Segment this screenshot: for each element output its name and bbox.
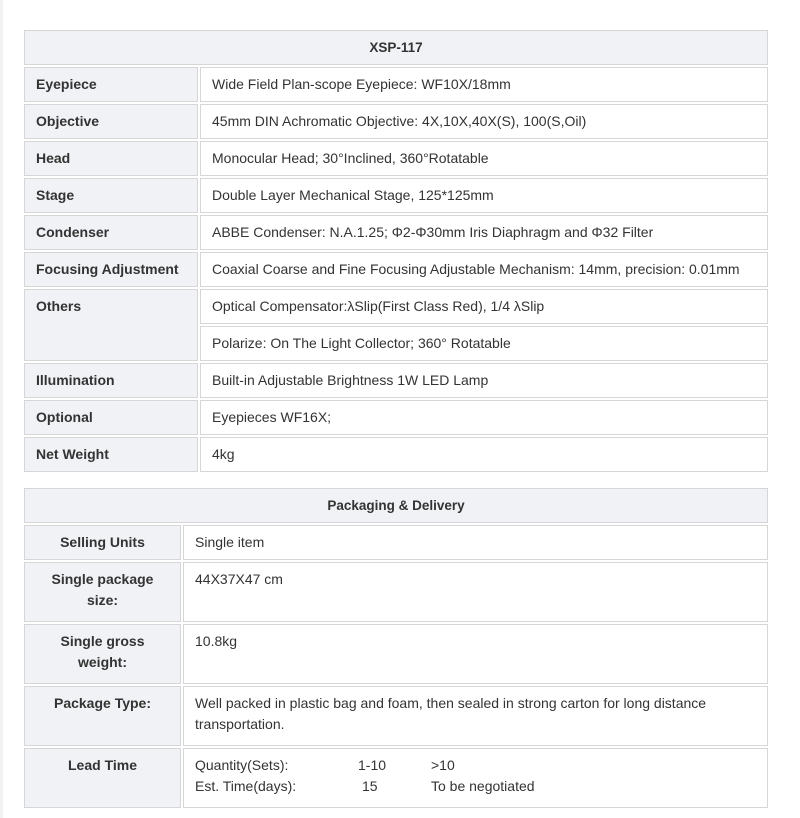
- lead-time-cell: Quantity(Sets):: [195, 757, 289, 773]
- spec-value: Double Layer Mechanical Stage, 125*125mm: [200, 178, 768, 213]
- spec-label: Head: [24, 141, 198, 176]
- spec-table: [22, 28, 770, 474]
- spec-row: [24, 67, 768, 102]
- spec-row: [24, 252, 768, 287]
- packaging-row: [24, 686, 768, 746]
- packaging-row: [24, 624, 768, 684]
- packaging-row: [24, 562, 768, 622]
- spec-value: Polarize: On The Light Collector; 360° Rotatable: [200, 326, 768, 361]
- spec-row-others: [24, 289, 768, 324]
- model-title: XSP-117: [24, 30, 768, 65]
- spec-value: 45mm DIN Achromatic Objective: 4X,10X,40X(S), 100(S,Oil): [200, 104, 768, 139]
- spec-value: 4kg: [200, 437, 768, 472]
- spec-row: [24, 400, 768, 435]
- packaging-row: [24, 525, 768, 560]
- spec-value: Built-in Adjustable Brightness 1W LED Lamp: [200, 363, 768, 398]
- packaging-table: [22, 486, 770, 810]
- packaging-label: Lead Time: [24, 748, 181, 808]
- packaging-value: 10.8kg: [183, 624, 768, 684]
- spec-label: Illumination: [24, 363, 198, 398]
- packaging-value: Single item: [183, 525, 768, 560]
- spec-row: [24, 215, 768, 250]
- spec-label: Optional: [24, 400, 198, 435]
- spec-value: Wide Field Plan-scope Eyepiece: WF10X/18mm: [200, 67, 768, 102]
- packaging-row-lead-time: [24, 748, 768, 808]
- packaging-header-row: [24, 488, 768, 523]
- spec-value: Monocular Head; 30°Inclined, 360°Rotatable: [200, 141, 768, 176]
- packaging-label: Selling Units: [24, 525, 181, 560]
- product-spec-container: [24, 28, 772, 810]
- spec-label: Stage: [24, 178, 198, 213]
- spec-label: Condenser: [24, 215, 198, 250]
- spec-label: Focusing Adjustment: [24, 252, 198, 287]
- spec-row: [24, 104, 768, 139]
- packaging-title: Packaging & Delivery: [24, 488, 768, 523]
- packaging-value: Well packed in plastic bag and foam, then sealed in strong carton for long distance transportation.: [183, 686, 768, 746]
- lead-time-cell: 15: [362, 778, 378, 794]
- spec-value: Eyepieces WF16X;: [200, 400, 768, 435]
- packaging-label: Package Type:: [24, 686, 181, 746]
- spec-row: [24, 141, 768, 176]
- spec-value: Optical Compensator:λSlip(First Class Red), 1/4 λSlip: [200, 289, 768, 324]
- spec-row: [24, 363, 768, 398]
- spec-value: Coaxial Coarse and Fine Focusing Adjustable Mechanism: 14mm, precision: 0.01mm: [200, 252, 768, 287]
- lead-time-cell: 1-10: [358, 757, 387, 773]
- spec-row: [24, 178, 768, 213]
- lead-time-table: [183, 748, 768, 808]
- spec-label: Others: [24, 289, 198, 361]
- lead-time-cell: >10: [431, 757, 455, 773]
- spec-row: [24, 437, 768, 472]
- spec-label: Eyepiece: [24, 67, 198, 102]
- packaging-label: Single package size:: [24, 562, 181, 622]
- spec-header-row: [24, 30, 768, 65]
- lead-time-grid: [195, 755, 756, 797]
- spec-label: Net Weight: [24, 437, 198, 472]
- spec-value: ABBE Condenser: N.A.1.25; Φ2-Φ30mm Iris Diaphragm and Φ32 Filter: [200, 215, 768, 250]
- packaging-label: Single gross weight:: [24, 624, 181, 684]
- packaging-value: 44X37X47 cm: [183, 562, 768, 622]
- lead-time-cell: Est. Time(days):: [195, 778, 297, 794]
- spec-label: Objective: [24, 104, 198, 139]
- page-left-border: [0, 0, 3, 818]
- lead-time-cell: To be negotiated: [431, 778, 535, 794]
